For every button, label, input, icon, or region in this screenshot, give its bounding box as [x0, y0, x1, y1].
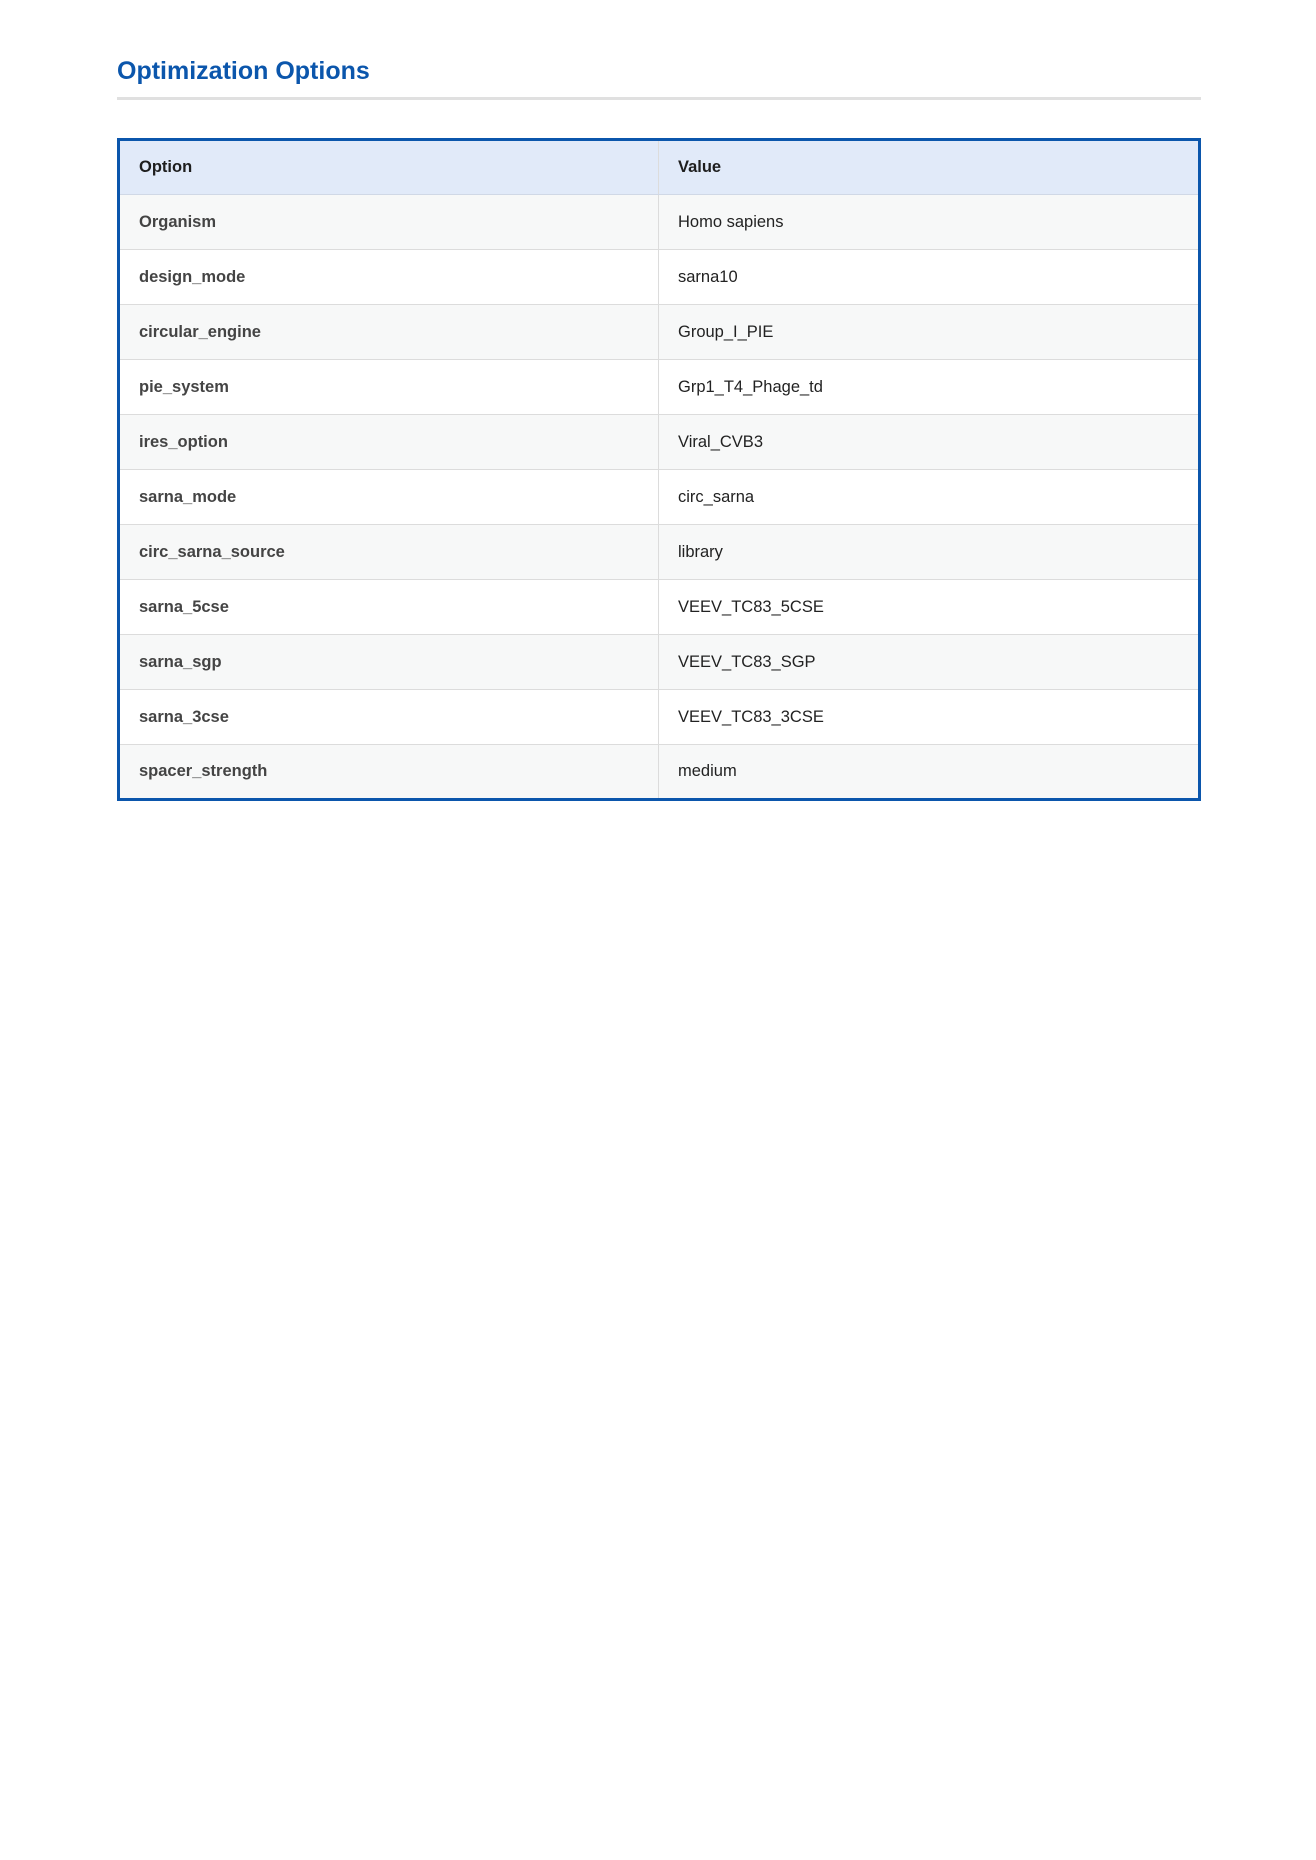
option-value: sarna10 [659, 250, 1200, 305]
document-page [117, 0, 1201, 801]
table-row [119, 195, 1200, 250]
table-row [119, 580, 1200, 635]
option-value: Group_I_PIE [659, 305, 1200, 360]
table-row [119, 690, 1200, 745]
table-row [119, 635, 1200, 690]
option-value: Grp1_T4_Phage_td [659, 360, 1200, 415]
option-name: pie_system [119, 360, 659, 415]
table-row [119, 415, 1200, 470]
table-row [119, 745, 1200, 800]
option-name: sarna_mode [119, 470, 659, 525]
table-row [119, 360, 1200, 415]
page-title: Optimization Options [117, 0, 1201, 100]
option-name: ires_option [119, 415, 659, 470]
option-name: sarna_5cse [119, 580, 659, 635]
option-name: circ_sarna_source [119, 525, 659, 580]
option-value: circ_sarna [659, 470, 1200, 525]
option-value: Homo sapiens [659, 195, 1200, 250]
table-row [119, 305, 1200, 360]
option-value: VEEV_TC83_5CSE [659, 580, 1200, 635]
option-name: circular_engine [119, 305, 659, 360]
option-value: VEEV_TC83_3CSE [659, 690, 1200, 745]
option-value: library [659, 525, 1200, 580]
option-value: Viral_CVB3 [659, 415, 1200, 470]
table-row [119, 470, 1200, 525]
option-name: sarna_3cse [119, 690, 659, 745]
table-row [119, 525, 1200, 580]
option-name: design_mode [119, 250, 659, 305]
option-name: sarna_sgp [119, 635, 659, 690]
column-header-option: Option [119, 140, 659, 195]
option-name: spacer_strength [119, 745, 659, 800]
option-value: VEEV_TC83_SGP [659, 635, 1200, 690]
table-row [119, 250, 1200, 305]
column-header-value: Value [659, 140, 1200, 195]
option-name: Organism [119, 195, 659, 250]
option-value: medium [659, 745, 1200, 800]
options-table [117, 138, 1201, 801]
table-header-row [119, 140, 1200, 195]
